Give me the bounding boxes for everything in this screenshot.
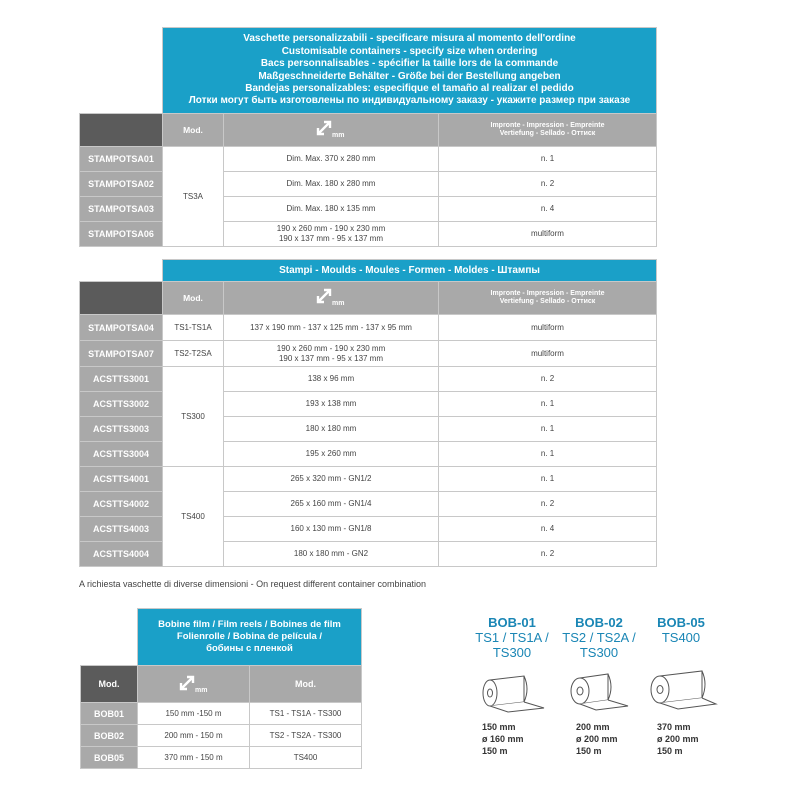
reel-title: BOB-05 [657,615,705,630]
model-cell: TS400 [250,747,362,769]
imprint-header-line-2: Vertiefung - Sellado - Оттиск [499,130,596,137]
imprint-cell: n. 1 [439,467,657,492]
reel-diameter: ø 160 mm [482,734,524,744]
product-code: ACSTTS3002 [80,392,163,417]
reel-bob02-label [554,615,644,660]
mod-header: Mod. [163,282,224,315]
title-line-it: Vaschette personalizzabili - specificare misura al momento dell'ordine [243,33,576,45]
size-unit-label: mm [194,687,207,693]
title-line-fr: Bacs personnalisables - spécifier la taille lors de la commande [260,58,559,70]
title-line-en: Customisable containers - specify size when ordering [281,45,538,57]
table-row [80,467,657,492]
dimension-line-1: 190 x 260 mm - 190 x 230 mm [276,343,386,353]
dimension-line-1: 190 x 260 mm - 190 x 230 mm [276,224,386,233]
imprint-cell: n. 1 [439,417,657,442]
dimension-cell: 180 x 180 mm - GN2 [224,542,439,567]
mod-header: Mod. [163,114,224,147]
reel-compat-line-1: TS2 / TS2A / [562,630,636,645]
product-code: STAMPOTSA06 [80,222,163,247]
header-corner [80,282,163,315]
reel-compat-line-1: TS1 / TS1A / [475,630,549,645]
product-code: STAMPOTSA03 [80,197,163,222]
title-line-es: Bandejas personalizables: especifique el tamaño al realizar el pedido [245,82,574,94]
moulds-table [79,259,657,567]
product-code: ACSTTS3001 [80,367,163,392]
dimension-cell: 180 x 180 mm [224,417,439,442]
product-code: BOB02 [81,725,138,747]
title-line-ru: Лотки могут быть изготовлены по индивидуальному заказу - укажите размер при заказе [188,95,631,107]
product-code: STAMPOTSA02 [80,172,163,197]
empty-corner [81,609,138,666]
resize-arrow-icon [314,286,348,311]
size-cell: 200 mm - 150 m [138,725,250,747]
dimension-cell: 160 x 130 mm - GN1/8 [224,517,439,542]
reel-width: 200 mm [576,722,610,732]
film-reel-icon [566,670,632,712]
dimension-cell: Dim. Max. 370 x 280 mm [224,147,439,172]
imprint-cell: multiform [439,341,657,367]
product-code: ACSTTS3004 [80,442,163,467]
table-row [80,315,657,341]
imprint-header [439,282,657,315]
dimension-cell: 195 x 260 mm [224,442,439,467]
model-cell: TS2-T2SA [163,341,224,367]
table-row [81,747,362,769]
dimension-cell: 193 x 138 mm [224,392,439,417]
reel-diameter: ø 200 mm [576,734,618,744]
imprint-cell: n. 2 [439,492,657,517]
title-line-de: Maßgeschneiderte Behälter - Größe bei der Bestellung angeben [258,70,561,82]
table-row [81,703,362,725]
imprint-cell: multiform [439,315,657,341]
table-row [80,341,657,367]
product-code: STAMPOTSA07 [80,341,163,367]
resize-arrow-icon [314,118,348,143]
dimension-line-2: 190 x 137 mm - 95 x 137 mm [278,353,384,363]
reel-title: BOB-01 [488,615,536,630]
reel-bob01-label [467,615,557,660]
imprint-cell: n. 2 [439,367,657,392]
model-cell: TS3A [163,147,224,247]
imprint-cell: n. 1 [439,392,657,417]
imprint-cell: n. 1 [439,442,657,467]
reel-length: 150 m [657,746,683,756]
reel-diameter: ø 200 mm [657,734,699,744]
reel-compat-line-1: TS400 [661,630,701,645]
model-cell: TS1-TS1A [163,315,224,341]
reel-title: BOB-02 [575,615,623,630]
imprint-cell: n. 2 [439,172,657,197]
dimension-cell: 138 x 96 mm [224,367,439,392]
dimension-cell: Dim. Max. 180 x 280 mm [224,172,439,197]
film-reel-icon [478,672,548,714]
table-title [138,609,362,666]
dimension-cell: 265 x 320 mm - GN1/2 [224,467,439,492]
dimension-line-2: 190 x 137 mm - 95 x 137 mm [278,234,384,243]
product-code: STAMPOTSA01 [80,147,163,172]
title-line-1: Bobine film / Film reels / Bobines de film [158,619,341,630]
title-line-3: бобины с пленкой [206,643,293,654]
empty-corner [80,260,163,282]
size-unit-label: mm [332,299,345,306]
reel-length: 150 m [576,746,602,756]
table-row [81,725,362,747]
reel-width: 150 mm [482,722,516,732]
reel-bob05-specs [657,721,699,757]
reel-bob01-specs [482,721,524,757]
dimension-cell [224,222,439,247]
title-line-2: Folienrolle / Bobina de película / [176,631,323,642]
reel-length: 150 m [482,746,508,756]
imprint-cell: n. 2 [439,542,657,567]
reel-compat-line-2: TS300 [492,645,532,660]
mod-header: Mod. [81,666,138,703]
imprint-header-line-2: Vertiefung - Sellado - Оттиск [499,298,596,305]
table-row [80,367,657,392]
customisable-containers-table [79,27,657,247]
product-code: ACSTTS3003 [80,417,163,442]
dimension-cell: 265 x 160 mm - GN1/4 [224,492,439,517]
film-reel-icon [646,668,718,712]
reel-compat-line-2: TS300 [579,645,619,660]
product-code: ACSTTS4004 [80,542,163,567]
model-cell: TS1 - TS1A - TS300 [250,703,362,725]
size-cell: 370 mm - 150 m [138,747,250,769]
product-code: ACSTTS4003 [80,517,163,542]
table-title [163,28,657,114]
film-reels-table [80,608,362,769]
footnote: A richiesta vaschette di diverse dimensioni - On request different container combination [79,579,427,589]
imprint-header [439,114,657,147]
model-cell: TS400 [163,467,224,567]
imprint-cell: n. 4 [439,197,657,222]
product-code: ACSTTS4002 [80,492,163,517]
model-cell: TS300 [163,367,224,467]
model-cell: TS2 - TS2A - TS300 [250,725,362,747]
product-code: STAMPOTSA04 [80,315,163,341]
imprint-cell: n. 1 [439,147,657,172]
imprint-cell: multiform [439,222,657,247]
table-title: Stampi - Moulds - Moules - Formen - Moldes - Штампы [163,260,657,282]
product-code: ACSTTS4001 [80,467,163,492]
reel-bob05-label [636,615,726,645]
dimension-cell: 137 x 190 mm - 137 x 125 mm - 137 x 95 mm [224,315,439,341]
reel-width: 370 mm [657,722,691,732]
product-code: BOB05 [81,747,138,769]
resize-arrow-icon [177,673,211,695]
size-header [138,666,250,703]
header-corner [80,114,163,147]
size-header [224,282,439,315]
size-unit-label: mm [332,131,345,138]
reel-bob02-specs [576,721,618,757]
dimension-cell [224,341,439,367]
size-cell: 150 mm -150 m [138,703,250,725]
imprint-header-line-1: Impronte - Impression - Empreinte [490,290,605,297]
size-header [224,114,439,147]
imprint-header-line-1: Impronte - Impression - Empreinte [490,122,605,129]
imprint-cell: n. 4 [439,517,657,542]
product-code: BOB01 [81,703,138,725]
mod-header-2: Mod. [250,666,362,703]
table-row [80,147,657,172]
empty-corner [80,28,163,114]
dimension-cell: Dim. Max. 180 x 135 mm [224,197,439,222]
